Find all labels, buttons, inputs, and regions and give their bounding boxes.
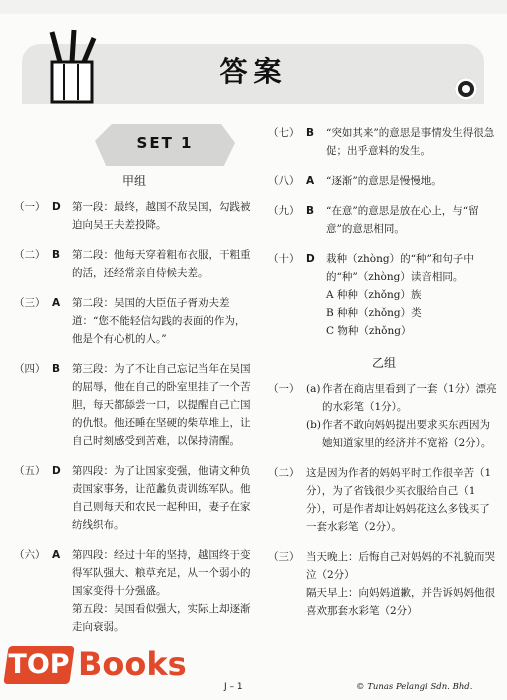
publisher-credit: © Tunas Pelangi Sdn. Bhd. <box>356 682 473 692</box>
answer-text: “突如其来”的意思是事情发生得很急促；出乎意料的发生。 <box>326 127 495 157</box>
answer-letter: B <box>52 249 61 261</box>
page-title: 答案 <box>219 55 288 88</box>
question-number: （三） <box>268 551 300 563</box>
answer-text: “在意”的意思是放在心上，与“留意”的意思相同。 <box>326 205 479 235</box>
question-number: （三） <box>14 297 46 309</box>
answer-item <box>14 360 254 450</box>
answer-item <box>14 462 254 534</box>
option-line: B 种种（zhǒng）类 <box>326 307 422 319</box>
answer-text: 第二段：他每天穿着粗布衣服，干粗重的活，还经常亲自侍候夫差。 <box>72 249 251 279</box>
answer-item <box>268 464 500 536</box>
answer-text-block <box>326 250 500 340</box>
question-number: （九） <box>268 205 300 217</box>
answer-text-block <box>72 546 254 636</box>
answer-text-extra: 第五段：吴国看似强大，实际上却逐渐走向衰弱。 <box>72 603 251 633</box>
answer-text: 第四段：经过十年的坚持，越国终于变得军队强大、粮草充足，从一个弱小的国家变得十分强盛。 <box>72 549 251 597</box>
answer-line: 当天晚上：后悔自己对妈妈的不礼貌而哭泣（2分） <box>306 551 495 581</box>
top-strip <box>0 0 507 14</box>
option-line: A 种种（zhǒng）族 <box>326 289 422 301</box>
sub-label: (a) <box>306 383 321 395</box>
answer-item <box>14 294 254 348</box>
answer-text: “逐渐”的意思是慢慢地。 <box>326 175 442 187</box>
question-number: （二） <box>14 249 46 261</box>
answer-letter: B <box>52 363 61 375</box>
logo-top-badge <box>3 646 74 684</box>
sub-text: 作者不敢向妈妈提出要求买东西因为她知道家里的经济并不宽裕（2分）。 <box>322 419 492 449</box>
sub-label: (b) <box>306 419 321 431</box>
answer-item <box>14 198 254 234</box>
set-label: SET 1 <box>136 134 194 152</box>
answer-letter: A <box>306 175 315 187</box>
sub-answer <box>306 416 500 452</box>
answer-text-block <box>306 548 500 620</box>
answer-text-block <box>306 380 500 452</box>
answer-letter: A <box>52 297 61 309</box>
option-line: C 物种（zhǒng） <box>326 325 412 337</box>
topbooks-logo <box>2 640 187 692</box>
group-title-b: 乙组 <box>371 356 396 370</box>
question-number: （二） <box>268 467 300 479</box>
answer-text: 这是因为作者的妈妈平时工作很辛苦（1分），为了省钱很少买衣服给自己（1分），可是作者却让妈妈花这么多钱买了一套水彩笔（2分）。 <box>306 467 492 533</box>
question-number: （七） <box>268 127 300 139</box>
answer-text: 第一段：最终，越国不敌吴国，勾践被迫向吴王夫差投降。 <box>72 201 251 231</box>
question-number: （八） <box>268 175 300 187</box>
answer-letter: B <box>306 127 315 139</box>
answer-letter: D <box>52 201 61 213</box>
question-number: （一） <box>14 201 46 213</box>
answer-letter: D <box>52 465 61 477</box>
answer-item <box>268 124 500 160</box>
question-number: （五） <box>14 465 46 477</box>
answer-text: 栽种（zhòng）的“种”和句子中的“种”（zhòng）读音相同。 <box>326 253 474 283</box>
answer-item <box>268 202 500 238</box>
answer-letter: A <box>52 549 61 561</box>
question-number: （六） <box>14 549 46 561</box>
answer-text: 第三段：为了不让自己忘记当年在吴国的屈辱，他在自己的卧室里挂了一个苦胆，每天都舔尝一口，以提醒自己亡国的仇恨。他还睡在坚硬的柴草堆上，让自己时刻感受到苦难，以保持清醒。 <box>72 363 251 447</box>
logo-top-text: TOP <box>8 649 70 680</box>
group-title-a: 甲组 <box>121 174 146 188</box>
question-number: （四） <box>14 363 46 375</box>
gear-icon <box>455 78 477 100</box>
answer-text: 第四段：为了让国家变强，他请文种负责国家事务，让范蠡负责训练军队。他自己则每天和农民一起种田，妻子在家纺线织布。 <box>72 465 251 531</box>
question-number: （十） <box>268 253 300 265</box>
logo-books-text: Books <box>78 645 187 683</box>
answer-item <box>268 172 500 190</box>
right-column <box>268 124 500 632</box>
sub-answer <box>306 380 500 416</box>
answer-letter: B <box>306 205 315 217</box>
answer-item <box>14 246 254 282</box>
question-number: （一） <box>268 383 300 395</box>
page-number: J – 1 <box>224 682 243 692</box>
answer-item <box>268 380 500 452</box>
sub-text: 作者在商店里看到了一套（1分）漂亮的水彩笔（1分）。 <box>322 383 497 413</box>
answer-item <box>268 250 500 340</box>
left-column <box>14 172 254 648</box>
answer-letter: D <box>306 253 315 265</box>
answer-line: 隔天早上：向妈妈道歉，并告诉妈妈他很喜欢那套水彩笔（2分） <box>306 587 495 617</box>
answer-item <box>268 548 500 620</box>
answer-item <box>14 546 254 636</box>
answer-text: 第二段：吴国的大臣伍子胥劝夫差道：“您不能轻信勾践的表面的作为，他是个有心机的人。” <box>72 297 246 345</box>
